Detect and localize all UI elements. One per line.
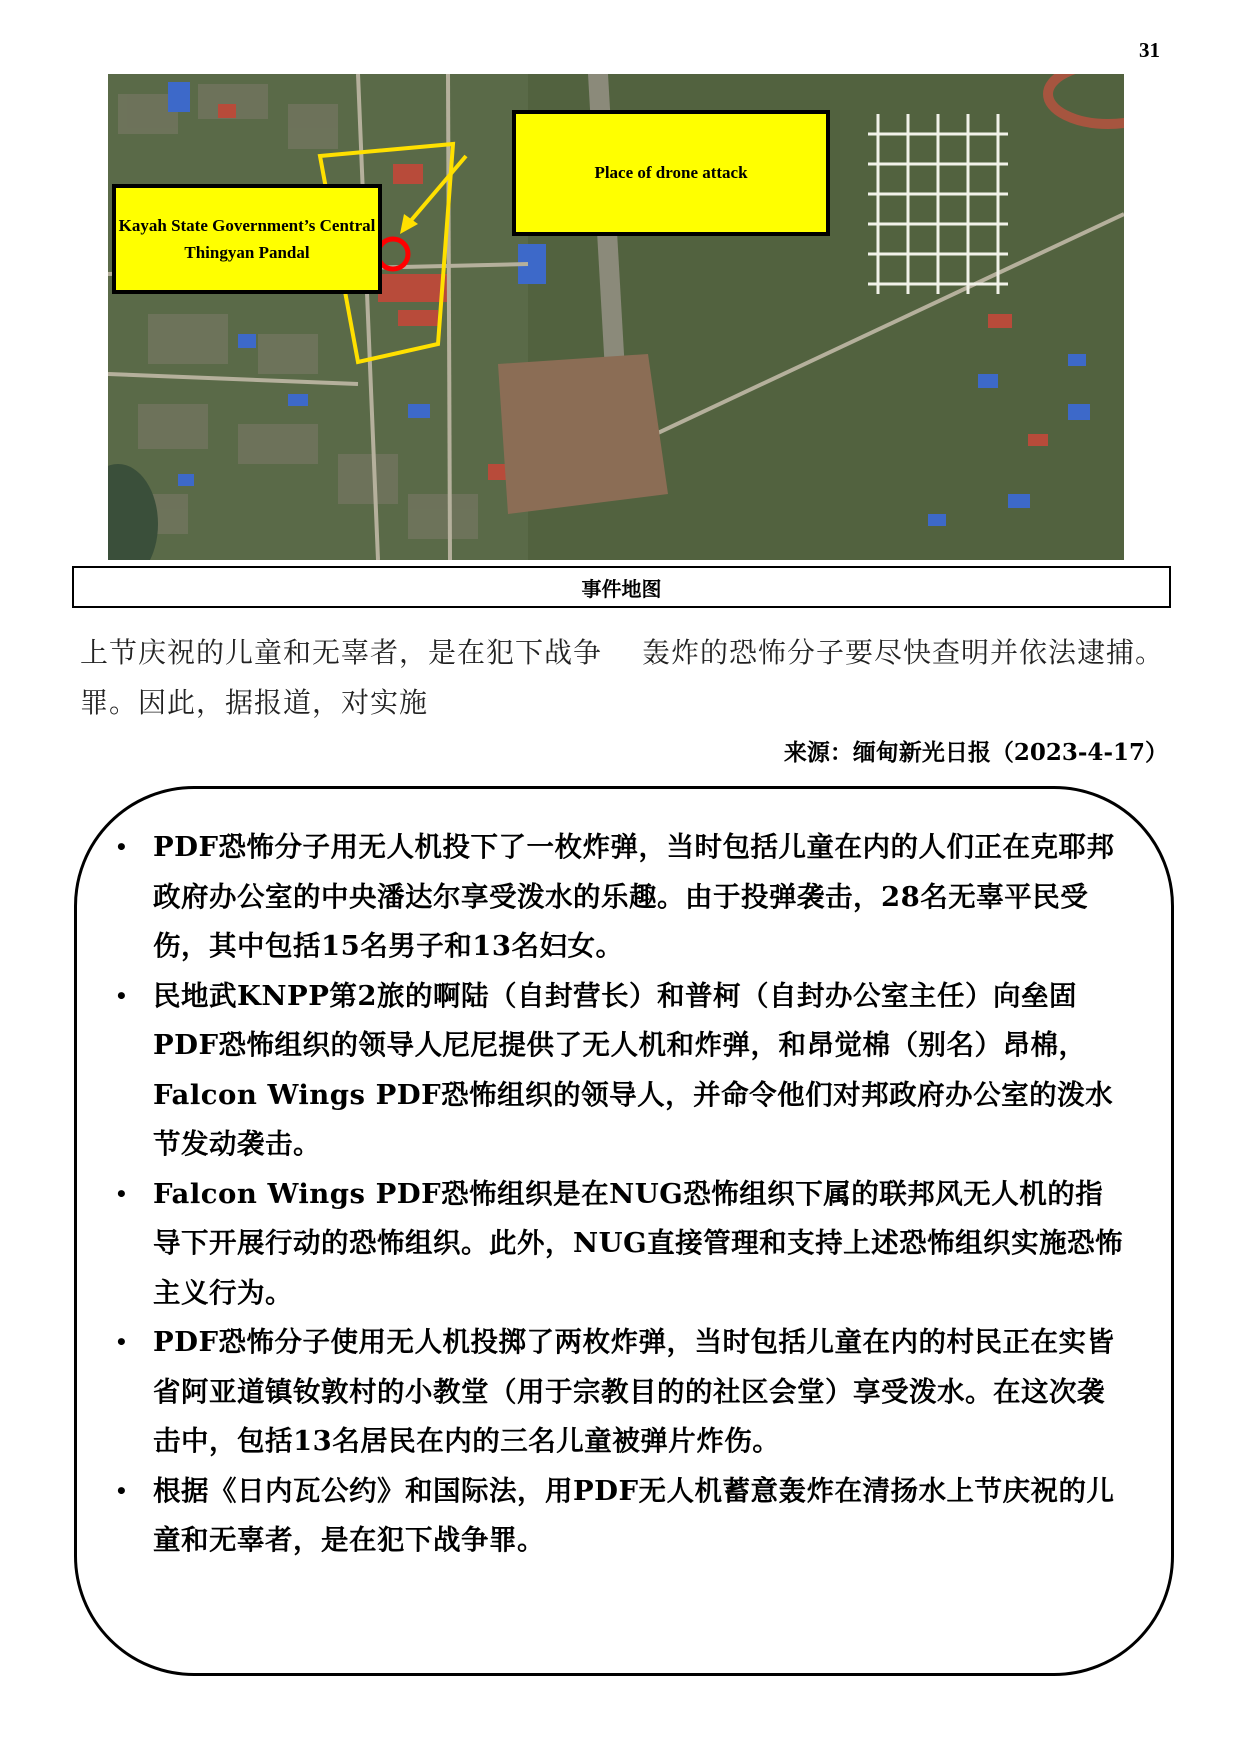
attack-location-label: Place of drone attack (512, 110, 830, 236)
bullet-icon: • (115, 1478, 129, 1503)
summary-item-text: 根据《日内瓦公约》和国际法，用PDF无人机蓄意轰炸在清扬水上节庆祝的儿童和无辜者，是在犯下战争罪。 (153, 1474, 1115, 1556)
bullet-icon: • (115, 1181, 129, 1206)
summary-box (74, 786, 1174, 1676)
summary-list (115, 823, 1129, 1566)
bullet-icon: • (115, 835, 129, 859)
summary-item (115, 1467, 1129, 1566)
pandal-label: Kayah State Government’s Central Thingyan Pandal (112, 184, 382, 294)
summary-item-text: PDF恐怖分子使用无人机投掷了两枚炸弹，当时包括儿童在内的村民正在实皆省阿亚道镇钕敦村的小教堂（用于宗教目的的社区会堂）享受泼水。在这次袭击中，包括13名居民在内的三名儿童被弹片炸伤。 (153, 1326, 1115, 1457)
article-column-left: 上节庆祝的儿童和无辜者，是在犯下战争罪。因此，据报道，对实施 (80, 636, 603, 719)
summary-item (115, 1170, 1129, 1319)
article-column-right: 轰炸的恐怖分子要尽快查明并依法逮捕。 (642, 636, 1165, 669)
bullet-icon: • (115, 983, 129, 1008)
source-citation: 来源：缅甸新光日报（2023-4-17） (783, 739, 1168, 766)
incident-map (108, 74, 1124, 560)
summary-item (115, 823, 1129, 972)
summary-item (115, 972, 1129, 1170)
bullet-icon: • (115, 1330, 129, 1354)
summary-item (115, 1318, 1129, 1467)
summary-item-text: PDF恐怖分子用无人机投下了一枚炸弹，当时包括儿童在内的人们正在克耶邦政府办公室的中央潘达尔享受泼水的乐趣。由于投弹袭击，28名无辜平民受伤，其中包括15名男子和13名妇女。 (153, 831, 1115, 962)
map-caption: 事件地图 (72, 566, 1171, 608)
summary-item-text: Falcon Wings PDF恐怖组织是在NUG恐怖组织下属的联邦风无人机的指导下开展行动的恐怖组织。此外，NUG直接管理和支持上述恐怖组织实施恐怖主义行为。 (153, 1177, 1124, 1309)
summary-item-text: 民地武KNPP第2旅的啊陆（自封营长）和普柯（自封办公室主任）向垒固PDF恐怖组织的领导人尼尼提供了无人机和炸弹，和昂觉棉（别名）昂棉，Falcon Wings PDF恐怖组织的领导人，并命令他们对邦政府办公室的泼水节发动袭击。 (153, 979, 1114, 1160)
page-number: 31 (1139, 38, 1160, 62)
